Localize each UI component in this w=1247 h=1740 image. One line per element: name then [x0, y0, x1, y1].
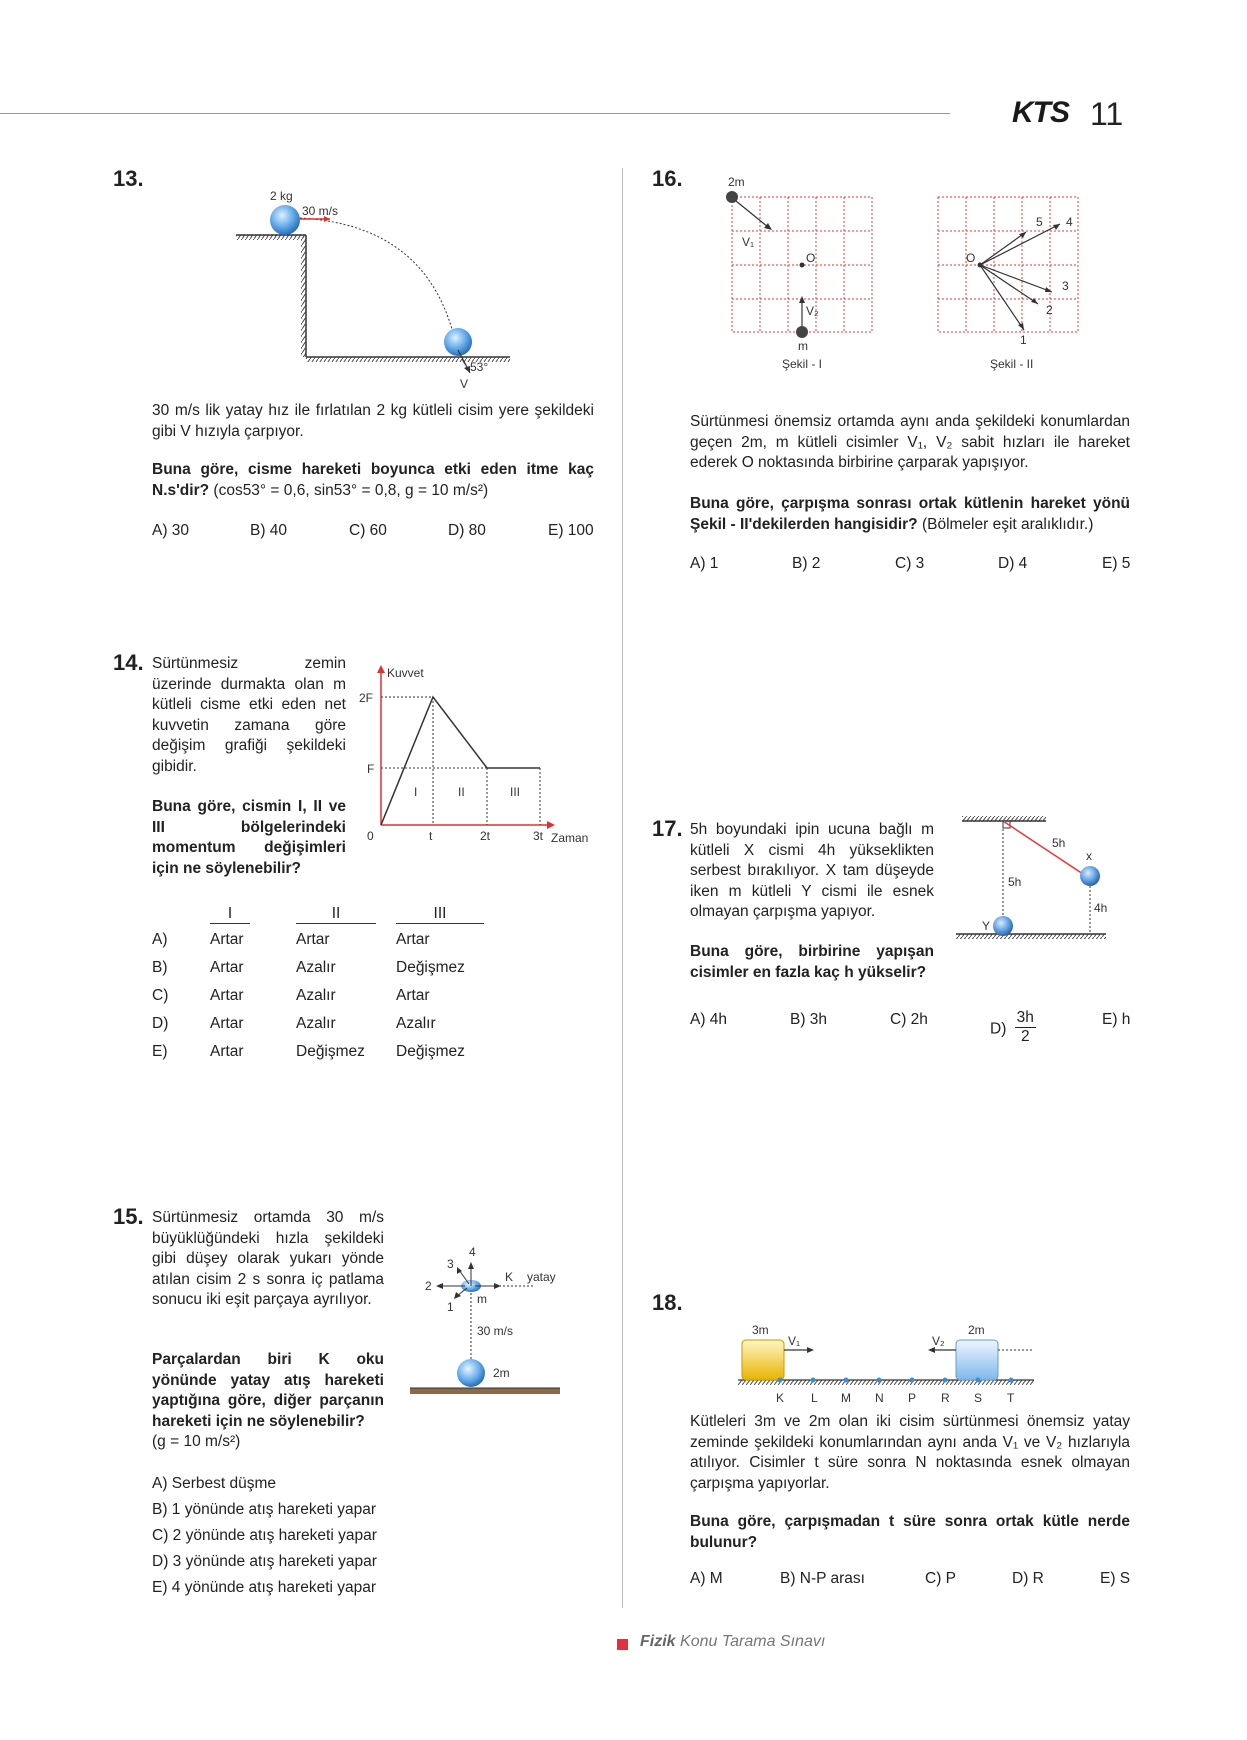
q17-figure	[950, 812, 1115, 952]
q14-option-b[interactable]: B) Artar Azalır Değişmez	[152, 959, 465, 976]
footer-subject: Fizik	[640, 1633, 676, 1650]
q18-number: 18.	[652, 1290, 683, 1315]
q16-option-d[interactable]: D) 4	[998, 555, 1028, 572]
q17-rope-label: 5h	[1052, 836, 1066, 850]
q17-vline-label: 5h	[1008, 875, 1022, 889]
q18-question: Buna göre, çarpışmadan t süre sonra ortak kütle nerde bulunur?	[690, 1513, 1130, 1551]
q18-block-2m	[956, 1340, 998, 1380]
footer-text	[640, 1633, 825, 1651]
q16-option-c[interactable]: C) 3	[895, 555, 925, 572]
q17-option-a[interactable]: A) 4h	[690, 1011, 728, 1028]
q15-yatay-label: yatay	[527, 1270, 556, 1284]
q14-t3: 3t	[533, 829, 544, 843]
q17-question: Buna göre, birbirine yapışan cisimler en fazla kaç h yükselir?	[690, 943, 934, 981]
footer-square-icon	[617, 1639, 628, 1650]
q18-point-s: S	[974, 1391, 983, 1405]
q15-question: Parçalardan biri K oku yönünde yatay atış hareketi yaptığına göre, diğer parçanın hareketi için ne söylenebilir?	[152, 1351, 384, 1430]
q16-question: Buna göre, çarpışma sonrası ortak kütlenin hareket yönü Şekil - II'dekilerden hangisidir?	[690, 495, 1130, 533]
q14-header-1: I	[210, 905, 250, 924]
q14-graph	[355, 660, 600, 850]
q18-point-n: N	[875, 1391, 884, 1405]
q17-frac-den: 2	[1020, 1028, 1030, 1045]
q17-x-label: x	[1086, 849, 1092, 863]
q13-speed-label: 30 m/s	[302, 204, 339, 218]
q17-ball-y	[993, 916, 1013, 936]
q17-number: 17.	[652, 816, 683, 841]
q16-v2-label: V₂	[806, 304, 819, 318]
footer-title: Konu Tarama Sınavı	[680, 1633, 826, 1650]
q15-dir-3: 3	[447, 1257, 454, 1271]
q13-option-e[interactable]: E) 100	[548, 522, 594, 539]
q13-figure	[230, 185, 530, 395]
q14-text: Sürtünmesiz zemin üzerinde durmakta olan m kütleli cisme etki eden net kuvvetin zamana göre değişim grafiği şekildeki gibidir.	[152, 655, 346, 775]
q16-v1-label: V₁	[742, 235, 755, 249]
q14-option-c[interactable]: C) Artar Azalır Artar	[152, 987, 430, 1004]
page-number: 11	[1090, 96, 1124, 132]
q18-figure	[730, 1310, 1050, 1410]
header-rule	[0, 113, 950, 114]
q13-mass-label: 2 kg	[270, 189, 293, 203]
q16-figure	[720, 172, 1090, 372]
q15-option-e[interactable]: E) 4 yönünde atış hareketi yapar	[152, 1579, 377, 1596]
q14-y2-label: 2F	[359, 691, 374, 705]
q14-option-a[interactable]: A) Artar Artar Artar	[152, 931, 430, 948]
q15-dir-1: 1	[447, 1300, 454, 1314]
q14-xlabel: Zaman	[551, 831, 589, 845]
q14-y1-label: F	[367, 762, 375, 776]
q14-t2: 2t	[480, 829, 491, 843]
q18-option-c[interactable]: C) P	[925, 1570, 956, 1587]
q14-option-d[interactable]: D) Artar Azalır Azalır	[152, 1015, 436, 1032]
q14-header-3: III	[396, 905, 484, 924]
q16-option-e[interactable]: E) 5	[1102, 555, 1131, 572]
q15-ball	[457, 1359, 485, 1387]
q13-option-b[interactable]: B) 40	[250, 522, 288, 539]
q16-o-label: O	[806, 251, 816, 265]
q18-option-b[interactable]: B) N-P arası	[780, 1570, 865, 1587]
q14-region-3: III	[510, 785, 521, 799]
q15-option-c[interactable]: C) 2 yönünde atış hareketi yapar	[152, 1527, 377, 1544]
q16-option-b[interactable]: B) 2	[792, 555, 821, 572]
q17-ball-x	[1080, 866, 1100, 886]
q14-region-2: II	[458, 785, 465, 799]
q15-speed-label: 30 m/s	[477, 1324, 514, 1338]
q13-v-label: V	[460, 377, 469, 391]
q18-block-3m	[742, 1340, 784, 1380]
q13-ball-bottom	[444, 328, 472, 356]
q16-dir-1: 1	[1020, 333, 1027, 347]
q15-option-d[interactable]: D) 3 yönünde atış hareketi yapar	[152, 1553, 377, 1570]
brand-logo: KTS	[1012, 96, 1069, 129]
q13-number: 13.	[113, 166, 144, 191]
q18-point-r: R	[941, 1391, 950, 1405]
q18-point-k: K	[776, 1391, 785, 1405]
q15-figure	[405, 1238, 605, 1398]
q15-question-block	[152, 1350, 384, 1453]
q13-hint: (cos53° = 0,6, sin53° = 0,8, g = 10 m/s²)	[213, 481, 489, 499]
q18-option-e[interactable]: E) S	[1100, 1570, 1131, 1587]
q16-dir-5: 5	[1036, 215, 1043, 229]
q18-text: Kütleleri 3m ve 2m olan iki cisim sürtünmesi önemsiz yatay zeminde şekildeki konumlarından aynı anda V₁ ve V₂ hızlarıyla atılıyor. Cisimler t süre sonra N noktasında esnek olmayan çarpışma yapıyorlar.	[690, 1413, 1130, 1492]
q18-point-l: L	[811, 1391, 818, 1405]
q13-option-a[interactable]: A) 30	[152, 522, 190, 539]
q13-ball-top	[270, 205, 300, 235]
q14-origin: 0	[367, 829, 374, 843]
q18-option-d[interactable]: D) R	[1012, 1570, 1044, 1587]
q14-region-1: I	[414, 785, 418, 799]
q15-hint: (g = 10 m/s²)	[152, 1433, 241, 1450]
column-divider	[622, 168, 623, 1608]
q16-number: 16.	[652, 166, 683, 191]
q15-text: Sürtünmesiz ortamda 30 m/s büyüklüğündeki hızla şekildeki gibi düşey olarak yukarı yönde atılan cisim 2 s sonra iç patlama sonucu iki eşit parçaya ayrılıyor.	[152, 1209, 384, 1308]
q15-k-label: K	[505, 1270, 514, 1284]
q17-option-d-letter: D)	[990, 1020, 1007, 1038]
q17-y-label: Y	[982, 919, 991, 933]
q13-option-d[interactable]: D) 80	[448, 522, 486, 539]
q16-dir-4: 4	[1066, 215, 1073, 229]
q16-o2-label: O	[966, 251, 976, 265]
q14-number: 14.	[113, 650, 144, 675]
q17-option-b[interactable]: B) 3h	[790, 1011, 828, 1028]
q18-v2-label: V₂	[932, 1334, 945, 1348]
q15-option-a[interactable]: A) Serbest düşme	[152, 1475, 277, 1492]
q16-mass-2m: 2m	[728, 175, 745, 189]
q18-point-m: M	[841, 1391, 851, 1405]
q16-caption-2: Şekil - II	[990, 357, 1034, 371]
q15-dir-2: 2	[425, 1279, 432, 1293]
q17-option-c[interactable]: C) 2h	[890, 1011, 928, 1028]
q16-mass-m: m	[798, 339, 808, 353]
q14-question: Buna göre, cismin I, II ve III bölgelerindeki momentum değişimleri için ne söylenebilir?	[152, 798, 346, 877]
q15-dir-4: 4	[469, 1245, 476, 1259]
q13-question: Buna göre, cisme hareketi boyunca etki eden itme kaç N.s'dir?	[152, 461, 594, 499]
q18-point-t: T	[1007, 1391, 1015, 1405]
q18-mass-2m: 2m	[968, 1323, 985, 1337]
q16-hint: (Bölmeler eşit aralıklıdır.)	[921, 515, 1094, 533]
q15-number: 15.	[113, 1204, 144, 1229]
q17-frac-num: 3h	[1016, 1009, 1034, 1026]
q16-text: Sürtünmesi önemsiz ortamda aynı anda şekildeki konumlardan geçen 2m, m kütleli cisimler V₁, V₂ sabit hızları ile hareket ederek O noktasında birbirine çarparak yapışıyor.	[690, 413, 1130, 471]
q14-t1: t	[429, 829, 433, 843]
q16-question-block	[690, 494, 1130, 535]
q14-options-table	[152, 902, 496, 1066]
q15-mass-label: 2m	[493, 1366, 510, 1380]
q18-v1-label: V₁	[788, 1334, 801, 1348]
q15-option-b[interactable]: B) 1 yönünde atış hareketi yapar	[152, 1501, 377, 1518]
q17-option-d[interactable]	[990, 1011, 1036, 1048]
q17-height-label: 4h	[1094, 901, 1108, 915]
q16-caption-1: Şekil - I	[782, 357, 823, 371]
q18-mass-3m: 3m	[752, 1323, 769, 1337]
q14-header-2: II	[296, 905, 376, 924]
q13-angle-label: 53°	[470, 360, 489, 374]
q18-point-p: P	[908, 1391, 917, 1405]
q16-dir-2: 2	[1046, 303, 1053, 317]
q14-ylabel: Kuvvet	[387, 666, 424, 680]
q14-option-e[interactable]: E) Artar Değişmez Değişmez	[152, 1043, 465, 1060]
q13-text: 30 m/s lik yatay hız ile fırlatılan 2 kg kütleli cisim yere şekildeki gibi V hızıyla çarpıyor.	[152, 402, 594, 440]
q16-option-a[interactable]: A) 1	[690, 555, 719, 572]
q17-text: 5h boyundaki ipin ucuna bağlı m kütleli X cismi 4h yükseklikten serbest bırakılıyor. X tam düşeyde iken m kütleli Y cismi ile esnek olmayan çarpışma yapıyor.	[690, 821, 934, 920]
q16-dir-3: 3	[1062, 279, 1069, 293]
q13-option-c[interactable]: C) 60	[349, 522, 387, 539]
q15-m-label: m	[477, 1292, 487, 1306]
q13-question-block	[152, 460, 594, 501]
q17-option-e[interactable]: E) h	[1102, 1011, 1131, 1028]
q18-option-a[interactable]: A) M	[690, 1570, 723, 1587]
